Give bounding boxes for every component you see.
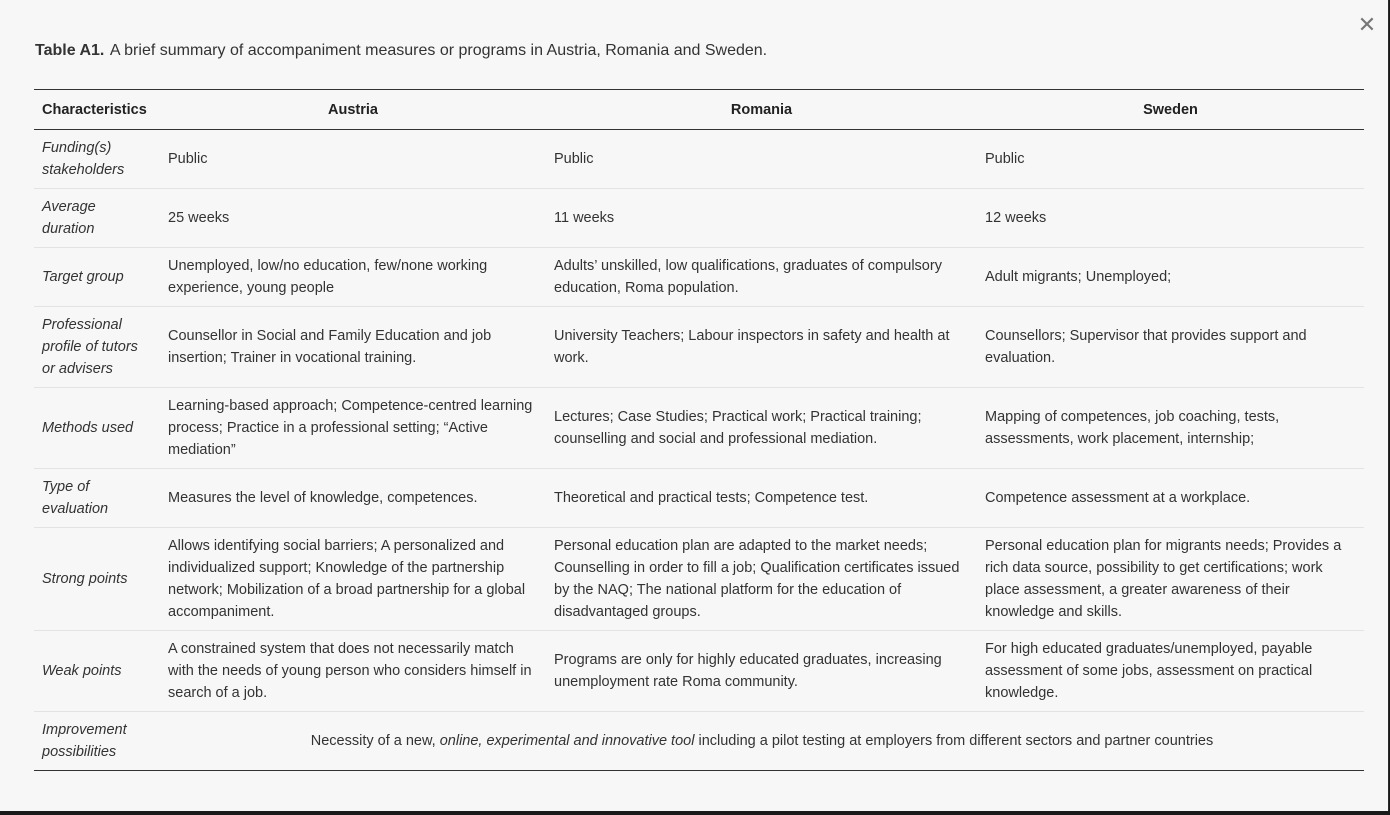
cell-austria: Learning-based approach; Competence-centred learning process; Practice in a professional setting; “Active mediation” [168,398,533,458]
cell-sweden: Public [985,151,1025,167]
table-row [34,307,1364,388]
cell-romania: 11 weeks [554,210,615,226]
caption-text: A brief summary of accompaniment measures or programs in Austria, Romania and Sweden. [109,42,768,59]
table-row [34,248,1364,307]
table-row-improvement [34,712,1364,771]
table-row [34,631,1364,712]
cell-austria: Unemployed, low/no education, few/none working experience, young people [168,258,488,296]
row-characteristic: Methods used [42,420,134,436]
row-characteristic: Average duration [42,199,96,237]
table-row [34,130,1364,189]
cell-romania: Public [554,151,594,167]
cell-romania: Adults’ unskilled, low qualifications, graduates of compulsory education, Roma population. [554,258,942,296]
row-characteristic: Weak points [42,663,122,679]
table-header-row [34,90,1364,130]
header-characteristics: Characteristics [42,101,147,118]
row-characteristic: Strong points [42,571,128,587]
cell-austria: A constrained system that does not necessarily match with the needs of young person who considers himself in search of a job. [168,641,532,701]
row-characteristic: Professional profile of tutors or advisers [42,317,138,377]
table-caption [35,42,767,60]
summary-table [34,89,1364,771]
row-characteristic: Improvement possibilities [42,722,127,760]
cell-sweden: Adult migrants; Unemployed; [985,269,1172,285]
row-characteristic: Target group [42,269,124,285]
table-row [34,189,1364,248]
improvement-suffix: including a pilot testing at employers from different sectors and partner countries [694,733,1214,749]
cell-sweden: 12 weeks [985,210,1047,226]
header-sweden: Sweden [1143,101,1198,118]
cell-romania: Personal education plan are adapted to the market needs; Counselling in order to fill a job; Qualification certificates issued by the NAQ; The national platform for the education of disadvantaged groups. [554,538,960,620]
cell-romania: Programs are only for highly educated graduates, increasing unemployment rate Roma community. [554,652,942,690]
cell-sweden: Competence assessment at a workplace. [985,490,1251,506]
cell-austria: Public [168,151,208,167]
header-austria: Austria [328,101,378,118]
improvement-prefix: Necessity of a new, [310,733,440,749]
table-row [34,469,1364,528]
cell-austria: Allows identifying social barriers; A personalized and individualized support; Knowledge of the partnership network; Mobilization of a broad partnership for a global accompaniment. [168,538,526,620]
header-romania: Romania [730,101,793,118]
close-icon[interactable]: ✕ [1357,13,1377,38]
table-row [34,528,1364,631]
row-characteristic: Funding(s) stakeholders [42,140,125,178]
cell-sweden: Personal education plan for migrants needs; Provides a rich data source, possibility to get certifications; work place assessment, a greater awareness of their knowledge and skills. [985,538,1342,620]
cell-sweden: Counsellors; Supervisor that provides support and evaluation. [985,328,1307,366]
cell-sweden: For high educated graduates/unemployed, payable assessment of some jobs, assessment on practical knowledge. [985,641,1313,701]
cell-romania: University Teachers; Labour inspectors in safety and health at work. [554,328,950,366]
cell-romania: Theoretical and practical tests; Competence test. [554,490,869,506]
caption-label: Table A1. [35,42,105,59]
cell-austria: Counsellor in Social and Family Education and job insertion; Trainer in vocational training. [168,328,492,366]
improvement-emphasis: online, experimental and innovative tool [439,733,695,749]
cell-austria: Measures the level of knowledge, competences. [168,490,478,506]
table-row [34,388,1364,469]
improvement-cell [160,712,1364,771]
row-characteristic: Type of evaluation [42,479,109,517]
cell-sweden: Mapping of competences, job coaching, tests, assessments, work placement, internship; [985,409,1280,447]
cell-austria: 25 weeks [168,210,230,226]
cell-romania: Lectures; Case Studies; Practical work; Practical training; counselling and social and professional mediation. [554,409,922,447]
